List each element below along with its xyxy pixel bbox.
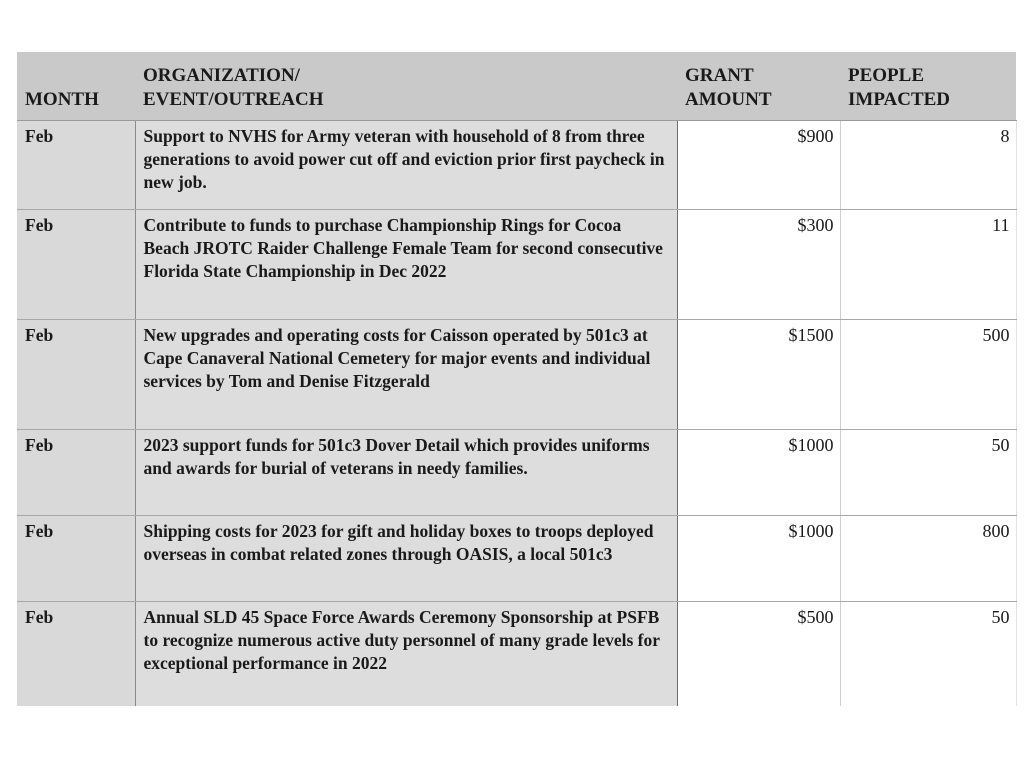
header-grant-line1: GRANT [685, 65, 754, 86]
header-people-impacted [840, 52, 1016, 121]
cell-month: Feb [17, 320, 135, 430]
cell-grant-amount: $1500 [677, 320, 840, 430]
header-org-line1: ORGANIZATION/ [143, 65, 300, 86]
header-people-line2: IMPACTED [848, 89, 951, 110]
cell-people-impacted: 800 [840, 516, 1016, 602]
cell-month: Feb [17, 602, 135, 707]
table-header [17, 52, 1016, 121]
cell-grant-amount: $300 [677, 210, 840, 320]
grants-table [17, 52, 1017, 706]
cell-month: Feb [17, 121, 135, 210]
cell-people-impacted: 11 [840, 210, 1016, 320]
cell-month: Feb [17, 516, 135, 602]
cell-description: Annual SLD 45 Space Force Awards Ceremony Sponsorship at PSFB to recognize numerous active duty personnel of many grade levels for exceptional performance in 2022 [135, 602, 677, 707]
header-people-line1: PEOPLE [848, 65, 925, 86]
table-body [17, 121, 1016, 707]
cell-description: Contribute to funds to purchase Championship Rings for Cocoa Beach JROTC Raider Challenge Female Team for second consecutive Florida State Championship in Dec 2022 [135, 210, 677, 320]
cell-grant-amount: $1000 [677, 430, 840, 516]
cell-description: Support to NVHS for Army veteran with household of 8 from three generations to avoid power cut off and eviction prior first paycheck in new job. [135, 121, 677, 210]
cell-description: 2023 support funds for 501c3 Dover Detail which provides uniforms and awards for burial of veterans in needy families. [135, 430, 677, 516]
cell-people-impacted: 50 [840, 602, 1016, 707]
header-grant-line2: AMOUNT [685, 89, 772, 110]
header-organization [135, 52, 677, 121]
table-row [17, 210, 1016, 320]
header-month-label: MONTH [25, 89, 99, 110]
cell-month: Feb [17, 430, 135, 516]
header-org-line2: EVENT/OUTREACH [143, 89, 324, 110]
cell-people-impacted: 8 [840, 121, 1016, 210]
table-row [17, 602, 1016, 707]
table-row [17, 430, 1016, 516]
table-row [17, 516, 1016, 602]
table-row [17, 121, 1016, 210]
cell-description: New upgrades and operating costs for Caisson operated by 501c3 at Cape Canaveral National Cemetery for major events and individual services by Tom and Denise Fitzgerald [135, 320, 677, 430]
header-month [17, 52, 135, 121]
cell-people-impacted: 50 [840, 430, 1016, 516]
table-row [17, 320, 1016, 430]
header-row [17, 52, 1016, 121]
cell-grant-amount: $500 [677, 602, 840, 707]
cell-month: Feb [17, 210, 135, 320]
cell-description: Shipping costs for 2023 for gift and holiday boxes to troops deployed overseas in combat related zones through OASIS, a local 501c3 [135, 516, 677, 602]
cell-grant-amount: $900 [677, 121, 840, 210]
cell-people-impacted: 500 [840, 320, 1016, 430]
cell-grant-amount: $1000 [677, 516, 840, 602]
header-grant-amount [677, 52, 840, 121]
